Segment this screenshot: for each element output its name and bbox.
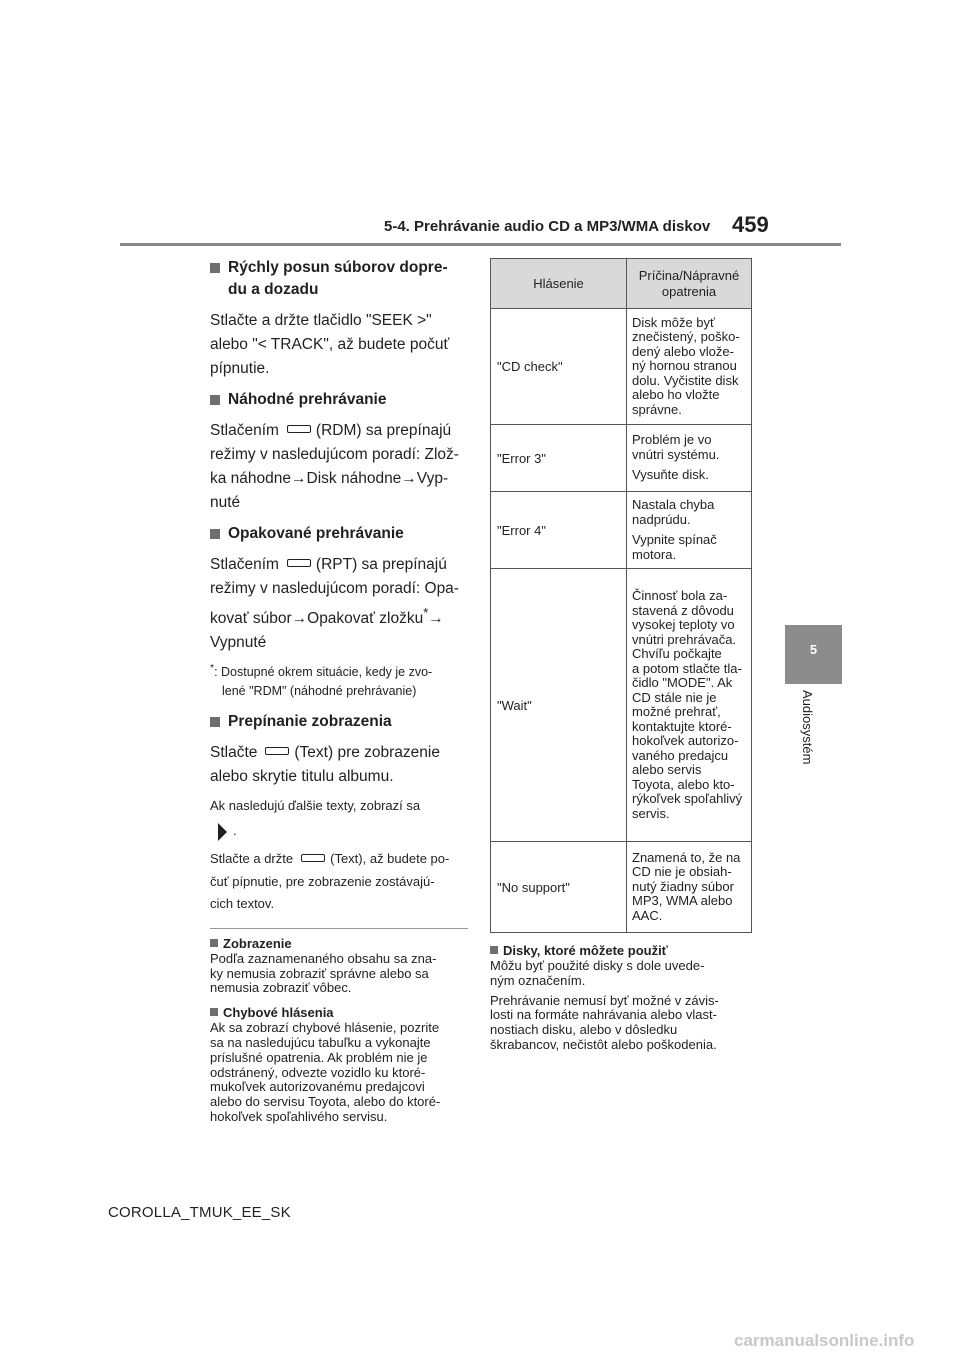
text-line: losti na formáte nahrávania alebo vlast- (490, 1007, 717, 1023)
cause-text (632, 498, 747, 527)
display-heading: Prepínanie zobrazenia (210, 711, 472, 733)
note-errors-text (210, 1021, 472, 1125)
table-row (491, 492, 752, 569)
more-text-arrow-icon (218, 823, 227, 841)
text-line: Vypnite spínač (632, 532, 717, 547)
text-line: vysokej teploty vo (632, 617, 735, 632)
text-line: (RDM) sa prepínajú (315, 422, 452, 439)
repeat-text (210, 553, 472, 655)
text-line: . (233, 823, 237, 839)
message-cell: "No support" (491, 842, 627, 933)
text-line: Toyota, alebo kto- (632, 776, 735, 792)
error-message-table (490, 258, 752, 933)
repeat-heading: Opakované prehrávanie (210, 523, 472, 545)
cause-cell (627, 842, 752, 933)
text-line: motora. (632, 546, 677, 562)
cause-cell (627, 569, 752, 842)
fast-seek-heading-line2: du a dozadu (228, 281, 319, 298)
section-title: 5-4. Prehrávanie audio CD a MP3/WMA diskov (384, 218, 711, 235)
text-line: (RPT) sa prepínajú (315, 556, 447, 573)
text-line: Chvíľu počkajte (632, 646, 722, 661)
text-line: lené "RDM" (náhodné prehrávanie) (222, 684, 417, 699)
random-heading: Náhodné prehrávanie (210, 389, 472, 411)
more-text (210, 795, 472, 816)
footnote-marker: * (210, 663, 215, 675)
text-line: škrabancov, nečistôt alebo poškodenia. (490, 1036, 717, 1052)
text-line: Príčina/Nápravné (638, 267, 740, 283)
table-row (491, 425, 752, 492)
more-text-2 (210, 816, 472, 846)
cause-cell (627, 425, 752, 492)
text-line: alebo do servisu Toyota, alebo do ktoré- (210, 1094, 441, 1110)
text-line: Problém je vo (632, 432, 712, 448)
text-line: ky nemusia zobraziť správne alebo sa (210, 965, 429, 981)
cause-text (632, 533, 747, 562)
text-line: : Dostupné okrem situácie, kedy je zvo- (214, 665, 433, 680)
header-divider (120, 243, 841, 246)
table-header-cause (627, 259, 752, 309)
discs-heading: Disky, ktoré môžete použiť (490, 942, 752, 959)
left-column (210, 257, 472, 1125)
text-line: CD nie je obsiah- (632, 864, 732, 880)
text-button-icon (265, 747, 289, 755)
text-line: mukoľvek autorizovanému predajcovi (210, 1079, 425, 1095)
text-line: Prehrávanie nemusí byť možné v závis- (490, 992, 719, 1008)
text-line: pípnutie. (210, 360, 270, 377)
message-cell: "Error 3" (491, 425, 627, 492)
text-line: Ak sa zobrazí chybové hlásenie, pozrite (210, 1020, 440, 1036)
right-column (490, 258, 752, 1053)
text-line: Ak nasledujú ďalšie texty, zobrazí sa (210, 798, 421, 814)
table-row (491, 569, 752, 842)
chapter-tab: 5 (785, 625, 842, 684)
fast-seek-text (210, 309, 472, 381)
message-cell: "Error 4" (491, 492, 627, 569)
footnote (210, 659, 472, 701)
text-line: nostiach disku, alebo v dôsledku (490, 1022, 678, 1038)
discs-text-1 (490, 959, 752, 989)
cause-cell (627, 309, 752, 425)
rpt-button-icon (287, 559, 311, 567)
text-line: odstránený, odvezte vozidlo ku ktoré- (210, 1064, 426, 1080)
text-line: Disk môže byť (632, 314, 715, 330)
text-line: MP3, WMA alebo (632, 893, 733, 909)
text-line: znečistený, poško- (632, 329, 740, 345)
text-line: alebo servis (632, 762, 702, 777)
page-number: 459 (732, 212, 769, 237)
text-line: Stlačte a držte (210, 851, 294, 867)
text-line: správne. (632, 401, 682, 417)
text-line: servis. (632, 805, 670, 821)
text-line: AAC. (632, 907, 663, 923)
text-line: sa na nasledujúcu tabuľku a vykonajte (210, 1035, 431, 1050)
table-row (491, 842, 752, 933)
text-line: nadprúdu. (632, 511, 691, 527)
cause-text (632, 433, 747, 462)
cause-cell (627, 492, 752, 569)
text-button-icon (301, 854, 325, 862)
chapter-label-wrap (800, 690, 820, 800)
watermark: carmanualsonline.info (734, 1331, 915, 1350)
discs-text-2 (490, 994, 752, 1053)
text-line: nemusia zobraziť vôbec. (210, 980, 352, 996)
random-text (210, 419, 472, 515)
text-line: Nastala chyba (632, 497, 715, 512)
text-line: nuté (210, 494, 241, 511)
text-line: vnútri prehrávača. (632, 631, 737, 647)
text-line: Vypnuté (210, 634, 267, 652)
text-line: → (428, 610, 444, 628)
table-row (491, 309, 752, 425)
cause-text (632, 468, 747, 483)
text-line: hokoľvek autorizo- (632, 733, 739, 748)
text-line: kontaktujte ktoré- (632, 718, 732, 734)
text-line: hokoľvek spoľahlivého servisu. (210, 1108, 388, 1124)
text-line: Môžu byť použité disky s dole uvede- (490, 958, 705, 973)
text-line: Podľa zaznamenaného obsahu sa zna- (210, 950, 437, 966)
text-line: Stlačte a držte tlačidlo "SEEK >" (210, 312, 432, 329)
text-line: alebo skrytie titulu albumu. (210, 768, 394, 786)
text-line: (Text) pre zobrazenie (294, 744, 440, 762)
hold-text (210, 848, 472, 916)
note-display-text (210, 952, 472, 996)
text-line: stavená z dôvodu (632, 602, 734, 618)
text-line: kovať súbor→Opakovať zložku (210, 610, 424, 628)
text-line: Činnosť bola za- (632, 588, 728, 603)
text-line: vaného predajcu (632, 747, 729, 763)
text-line: opatrenia (661, 283, 717, 299)
rdm-button-icon (287, 425, 311, 433)
footnote-marker: * (423, 605, 429, 620)
text-line: a potom stlačte tla- (632, 660, 742, 676)
display-text (210, 741, 472, 789)
text-line: ka náhodne→Disk náhodne→Vyp- (210, 470, 449, 487)
text-line: dený alebo vlože- (632, 343, 734, 359)
text-line: možné prehrať, (632, 704, 721, 719)
text-line: čidlo "MODE". Ak (632, 675, 733, 690)
text-line: Stlačte (210, 744, 258, 762)
document-code: COROLLA_TMUK_EE_SK (108, 1204, 291, 1221)
text-line: režimy v nasledujúcom poradí: Zlož- (210, 446, 459, 463)
fast-seek-heading (210, 257, 472, 301)
text-line: Stlačením (210, 556, 279, 573)
text-line: ným označením. (490, 972, 586, 988)
text-line: rýkoľvek spoľahlivý (632, 791, 743, 806)
text-line: nutý žiadny súbor (632, 878, 734, 894)
text-line: cich textov. (210, 896, 275, 912)
text-line: alebo "< TRACK", až budete počuť (210, 336, 450, 353)
fast-seek-heading-line1: Rýchly posun súborov dopre- (228, 259, 448, 276)
table-header-message: Hlásenie (491, 259, 627, 309)
note-display-heading: Zobrazenie (210, 935, 472, 952)
text-line: dolu. Vyčistite disk (632, 372, 739, 388)
message-cell: "Wait" (491, 569, 627, 842)
message-cell: "CD check" (491, 309, 627, 425)
text-line: CD stále nie je (632, 689, 717, 705)
text-line: alebo ho vložte (632, 387, 720, 403)
text-line: vnútri systému. (632, 446, 720, 462)
chapter-label: Audiosystém (800, 690, 815, 765)
note-errors-heading: Chybové hlásenia (210, 1004, 472, 1021)
text-line: čuť pípnutie, pre zobrazenie zostávajú- (210, 873, 435, 889)
text-line: režimy v nasledujúcom poradí: Opa- (210, 580, 459, 597)
text-line: Stlačením (210, 422, 279, 439)
table-header-row (491, 259, 752, 309)
text-line: ný hornou stranou (632, 358, 737, 374)
text-line: príslušné opatrenia. Ak problém nie je (210, 1049, 428, 1065)
text-line: (Text), až budete po- (330, 851, 450, 867)
text-line: Vysuňte disk. (632, 467, 709, 483)
text-line: Znamená to, že na (632, 849, 741, 865)
